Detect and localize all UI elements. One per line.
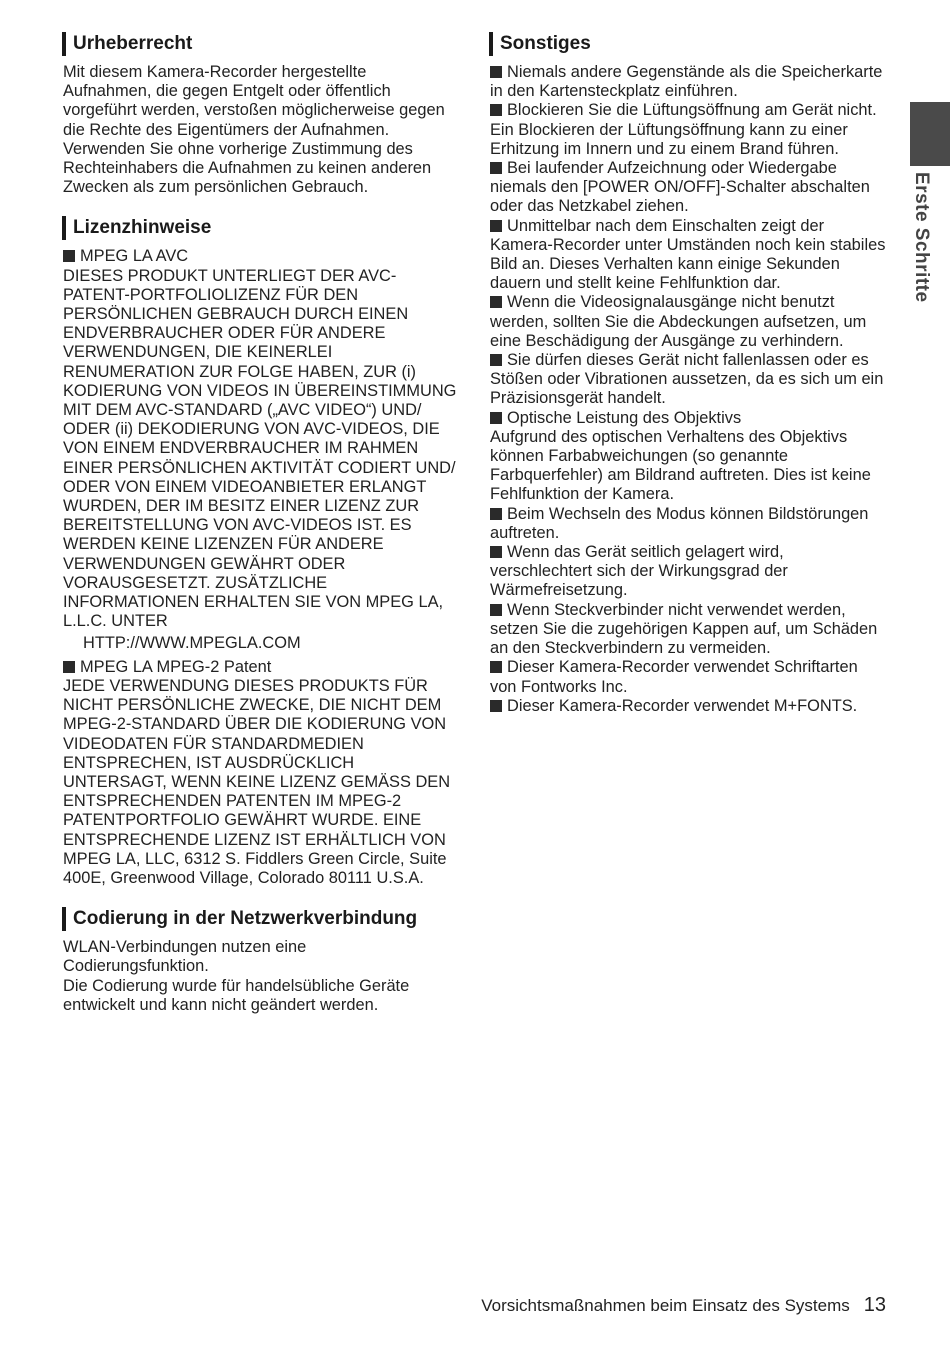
square-bullet-icon bbox=[490, 700, 502, 712]
list-item: Blockieren Sie die Lüftungsöffnung am Gerät nicht. Ein Blockieren der Lüftungsöffnung kann zu einer Erhitzung im Innern und zu einem Brand führen. bbox=[490, 101, 877, 158]
square-bullet-icon bbox=[63, 250, 75, 262]
square-bullet-icon bbox=[490, 104, 502, 116]
square-bullet-icon bbox=[490, 66, 502, 78]
list-item: Beim Wechseln des Modus können Bildstörungen auftreten. bbox=[490, 504, 869, 542]
square-bullet-icon bbox=[490, 162, 502, 174]
square-bullet-icon bbox=[490, 412, 502, 424]
urheberrecht-text: Mit diesem Kamera-Recorder hergestellte Aufnahmen, die gegen Entgelt oder öffentlich vorgeführt werden, verstoßen möglicherweise gegen die Rechte des Eigentümers der Aufnahmen. Verwenden Sie ohne vorherige Zustimmung des Rechteinhabers die Aufnahmen zu keinen anderen Zwecken als zum persönlichen Gebrauch. bbox=[63, 63, 445, 197]
page-footer bbox=[481, 1294, 886, 1317]
mpeg2-license-text: JEDE VERWENDUNG DIESES PRODUKTS FÜR NICHT PERSÖNLICHE ZWECKE, DIE NICHT DEM MPEG-2-STANDARD ÜBER DIE KODIERUNG VON VIDEODATEN FÜR STANDARDMEDIEN ENTSPRECHEN, IST AUSDRÜCKLICH UNTERSAGT, WENN KEINE LIZENZ GEMÄSS DEN ENTSPRECHENDEN PATENTEN IM MPEG-2 PATENTPORTFOLIO GEWÄHRT WURDE. EINE ENTSPRECHENDE LIZENZ IST ERHÄLTLICH VON MPEG LA, LLC, 6312 S. Fiddlers Green Circle, Suite 400E, Greenwood Village, Colorado 80111 U.S.A. bbox=[63, 676, 451, 887]
codierung-text: WLAN-Verbindungen nutzen eine Codierungsfunktion. Die Codierung wurde für handelsübliche Geräte entwickelt und kann nicht geändert werden. bbox=[63, 938, 410, 1014]
list-item: Sie dürfen dieses Gerät nicht fallenlassen oder es Stößen oder Vibrationen aussetzen, da es sich um ein Präzisionsgerät handelt. bbox=[490, 351, 884, 408]
avc-license-text: DIESES PRODUKT UNTERLIEGT DER AVC- PATENT-PORTFOLIOLIZENZ FÜR DEN PERSÖNLICHEN GEBRAUCH DURCH EINEN ENDVERBRAUCHER ODER FÜR ANDERE VERWENDUNGEN, DIE KEINERLEI RENUMERATION ZUR FOLGE HABEN, ZUR (i) KODIERUNG VON VIDEOS IN ÜBEREINSTIMMUNG MIT DEM AVC-STANDARD („AVC VIDEO“) UND/ ODER (ii) DEKODIERUNG VON AVC-VIDEOS, DIE VON EINEM ENDVERBRAUCHER IM RAHMEN EINER PERSÖNLICHEN AKTIVITÄT CODIERT UND/ ODER VON EINEM VIDEOANBIETER ERLANGT WURDEN, DER IM BESITZ EINER LIZENZ ZUR BEREITSTELLUNG VON AVC-VIDEOS IST. ES WERDEN KEINE LIZENZEN FÜR ANDERE VERWENDUNGEN GEWÄHRT ODER VORAUSGESETZT. ZUSÄTZLICHE INFORMATIONEN ERHALTEN SIE VON MPEG LA, L.L.C. UNTER bbox=[63, 266, 457, 631]
mpeg2-label-row bbox=[63, 658, 463, 677]
side-tab-label: Erste Schritte bbox=[911, 172, 932, 303]
heading-codierung: Codierung in der Netzwerkverbindung bbox=[62, 907, 463, 931]
section-lizenzhinweise bbox=[63, 216, 463, 888]
list-item: Dieser Kamera-Recorder verwendet M+FONTS. bbox=[490, 697, 890, 716]
list-item: Unmittelbar nach dem Einschalten zeigt der Kamera-Recorder unter Umständen noch kein stabiles Bild an. Dieses Verhalten kann einige Sekunden dauern und stellt keine Fehlfunktion dar. bbox=[490, 216, 886, 293]
list-item: Niemals andere Gegenstände als die Speicherkarte in den Kartensteckplatz einführen. bbox=[490, 63, 883, 101]
side-tab bbox=[910, 102, 950, 166]
mpeg2-label: MPEG LA MPEG-2 Patent bbox=[80, 657, 272, 676]
square-bullet-icon bbox=[490, 220, 502, 232]
section-urheberrecht bbox=[63, 32, 463, 197]
list-item: Bei laufender Aufzeichnung oder Wiedergabe niemals den [POWER ON/OFF]-Schalter abschalten oder das Netzkabel ziehen. bbox=[490, 159, 870, 216]
square-bullet-icon bbox=[490, 661, 502, 673]
square-bullet-icon bbox=[490, 296, 502, 308]
avc-label: MPEG LA AVC bbox=[80, 247, 189, 266]
left-column bbox=[63, 32, 463, 1034]
list-item: Wenn die Videosignalausgänge nicht benutzt werden, sollten Sie die Abdeckungen aufsetzen, um eine Beschädigung der Ausgänge zu verhindern. bbox=[490, 293, 867, 350]
list-item: Wenn Steckverbinder nicht verwendet werden, setzen Sie die zugehörigen Kappen auf, um Schäden an den Steckverbindern zu vermeiden. bbox=[490, 600, 878, 658]
square-bullet-icon bbox=[490, 546, 502, 558]
list-item: Wenn das Gerät seitlich gelagert wird, verschlechtert sich der Wirkungsgrad der Wärmefreisetzung. bbox=[490, 543, 788, 600]
list-item: Dieser Kamera-Recorder verwendet Schriftarten von Fontworks Inc. bbox=[490, 658, 858, 696]
avc-label-row bbox=[63, 247, 463, 266]
square-bullet-icon bbox=[490, 604, 502, 616]
heading-sonstiges: Sonstiges bbox=[489, 32, 890, 56]
square-bullet-icon bbox=[63, 661, 75, 673]
square-bullet-icon bbox=[490, 354, 502, 366]
square-bullet-icon bbox=[490, 508, 502, 520]
heading-urheberrecht: Urheberrecht bbox=[62, 32, 463, 56]
heading-lizenzhinweise: Lizenzhinweise bbox=[62, 216, 463, 240]
page-number: 13 bbox=[863, 1294, 886, 1316]
section-codierung bbox=[63, 907, 463, 1015]
footer-title: Vorsichtsmaßnahmen beim Einsatz des Systems bbox=[481, 1296, 850, 1315]
right-column bbox=[490, 32, 890, 716]
list-item: Optische Leistung des Objektivs Aufgrund des optischen Verhaltens des Objektivs können Farbabweichungen (so genannte Farbquerfehler) am Bildrand auftreten. Dies ist keine Fehlfunktion der Kamera. bbox=[490, 408, 871, 504]
sonstiges-list bbox=[490, 63, 890, 716]
mpegla-url: HTTP://WWW.MPEGLA.COM bbox=[83, 634, 301, 653]
